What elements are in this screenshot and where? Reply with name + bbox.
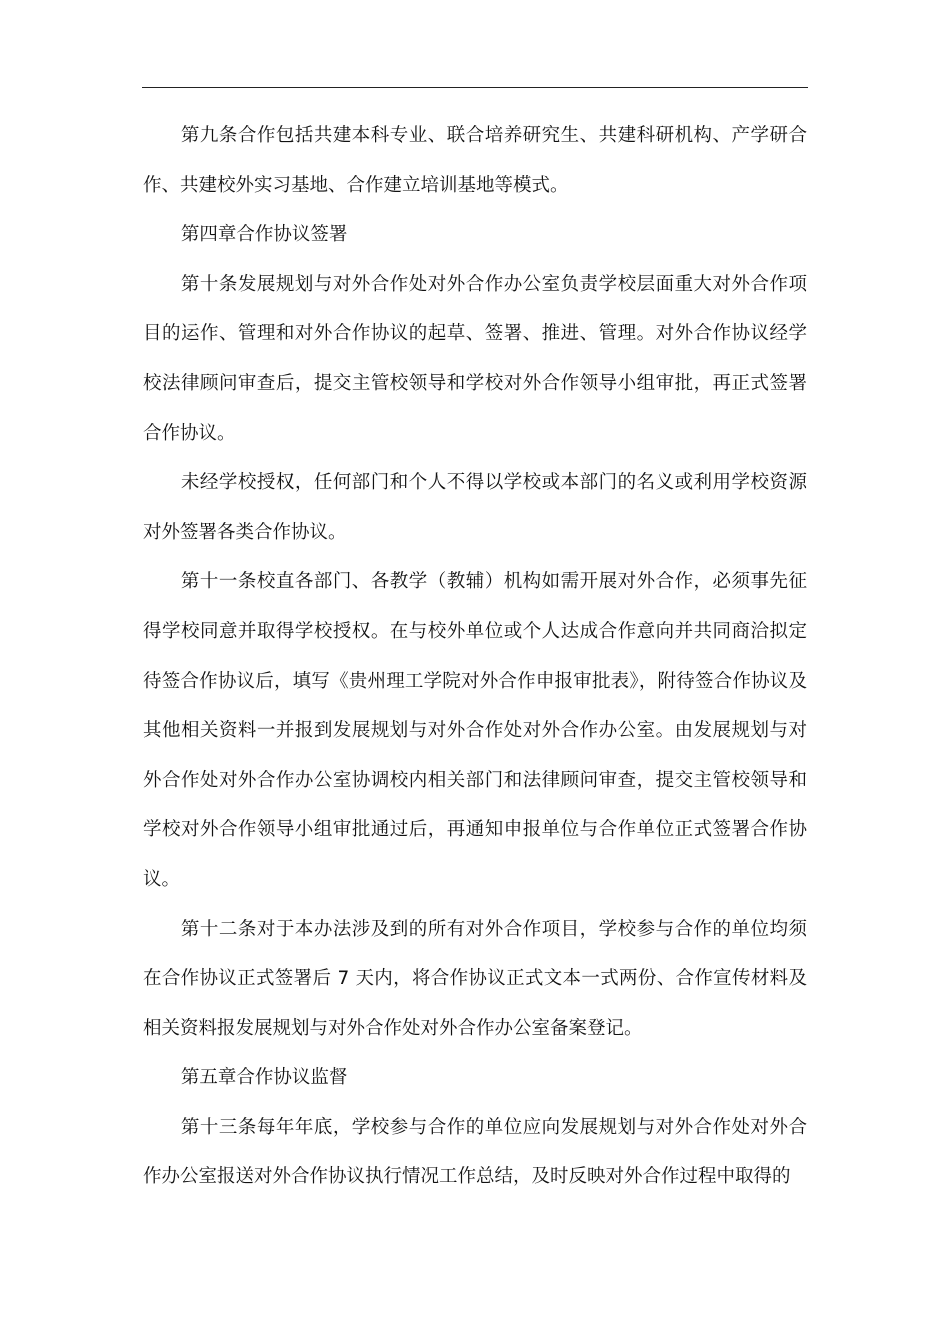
chapter-5-heading: 第五章合作协议监督 bbox=[180, 1067, 348, 1089]
header-rule bbox=[142, 87, 808, 88]
article-13-paragraph: 第十三条每年年底，学校参与合作的单位应向发展规划与对外合作处对外合作办公室报送对外合作协议执行情况工作总结，及时反映对外合作过程中取得的 bbox=[143, 1116, 807, 1188]
article-11-paragraph: 第十一条校直各部门、各教学（教辅）机构如需开展对外合作，必须事先征得学校同意并取得学校授权。在与校外单位或个人达成合作意向并共同商洽拟定待签合作协议后，填写《贵州理工学院对外合作申报审批表》，附待签合作协议及其他相关资料一并报到发展规划与对外合作处对外合作办公室。由发展规划与对外合作处对外合作办公室协调校内相关部门和法律顾问审查，提交主管校领导和学校对外合作领导小组审批通过后，再通知申报单位与合作单位正式签署合作协议。 bbox=[143, 571, 807, 890]
article-9-paragraph: 第九条合作包括共建本科专业、联合培养研究生、共建科研机构、产学研合作、共建校外实习基地、合作建立培训基地等模式。 bbox=[143, 125, 807, 196]
article-12-paragraph: 第十二条对于本办法涉及到的所有对外合作项目，学校参与合作的单位均须在合作协议正式签署后 7 天内，将合作协议正式文本一式两份、合作宣传材料及相关资料报发展规划与对外合作处对外合作办公室备案登记。 bbox=[143, 918, 807, 1039]
authorization-paragraph: 未经学校授权，任何部门和个人不得以学校或本部门的名义或利用学校资源对外签署各类合作协议。 bbox=[143, 472, 807, 543]
document-body bbox=[143, 111, 807, 1202]
chapter-4-heading: 第四章合作协议签署 bbox=[180, 224, 348, 246]
article-10-paragraph: 第十条发展规划与对外合作处对外合作办公室负责学校层面重大对外合作项目的运作、管理和对外合作协议的起草、签署、推进、管理。对外合作协议经学校法律顾问审查后，提交主管校领导和学校对外合作领导小组审批，再正式签署合作协议。 bbox=[143, 273, 807, 444]
